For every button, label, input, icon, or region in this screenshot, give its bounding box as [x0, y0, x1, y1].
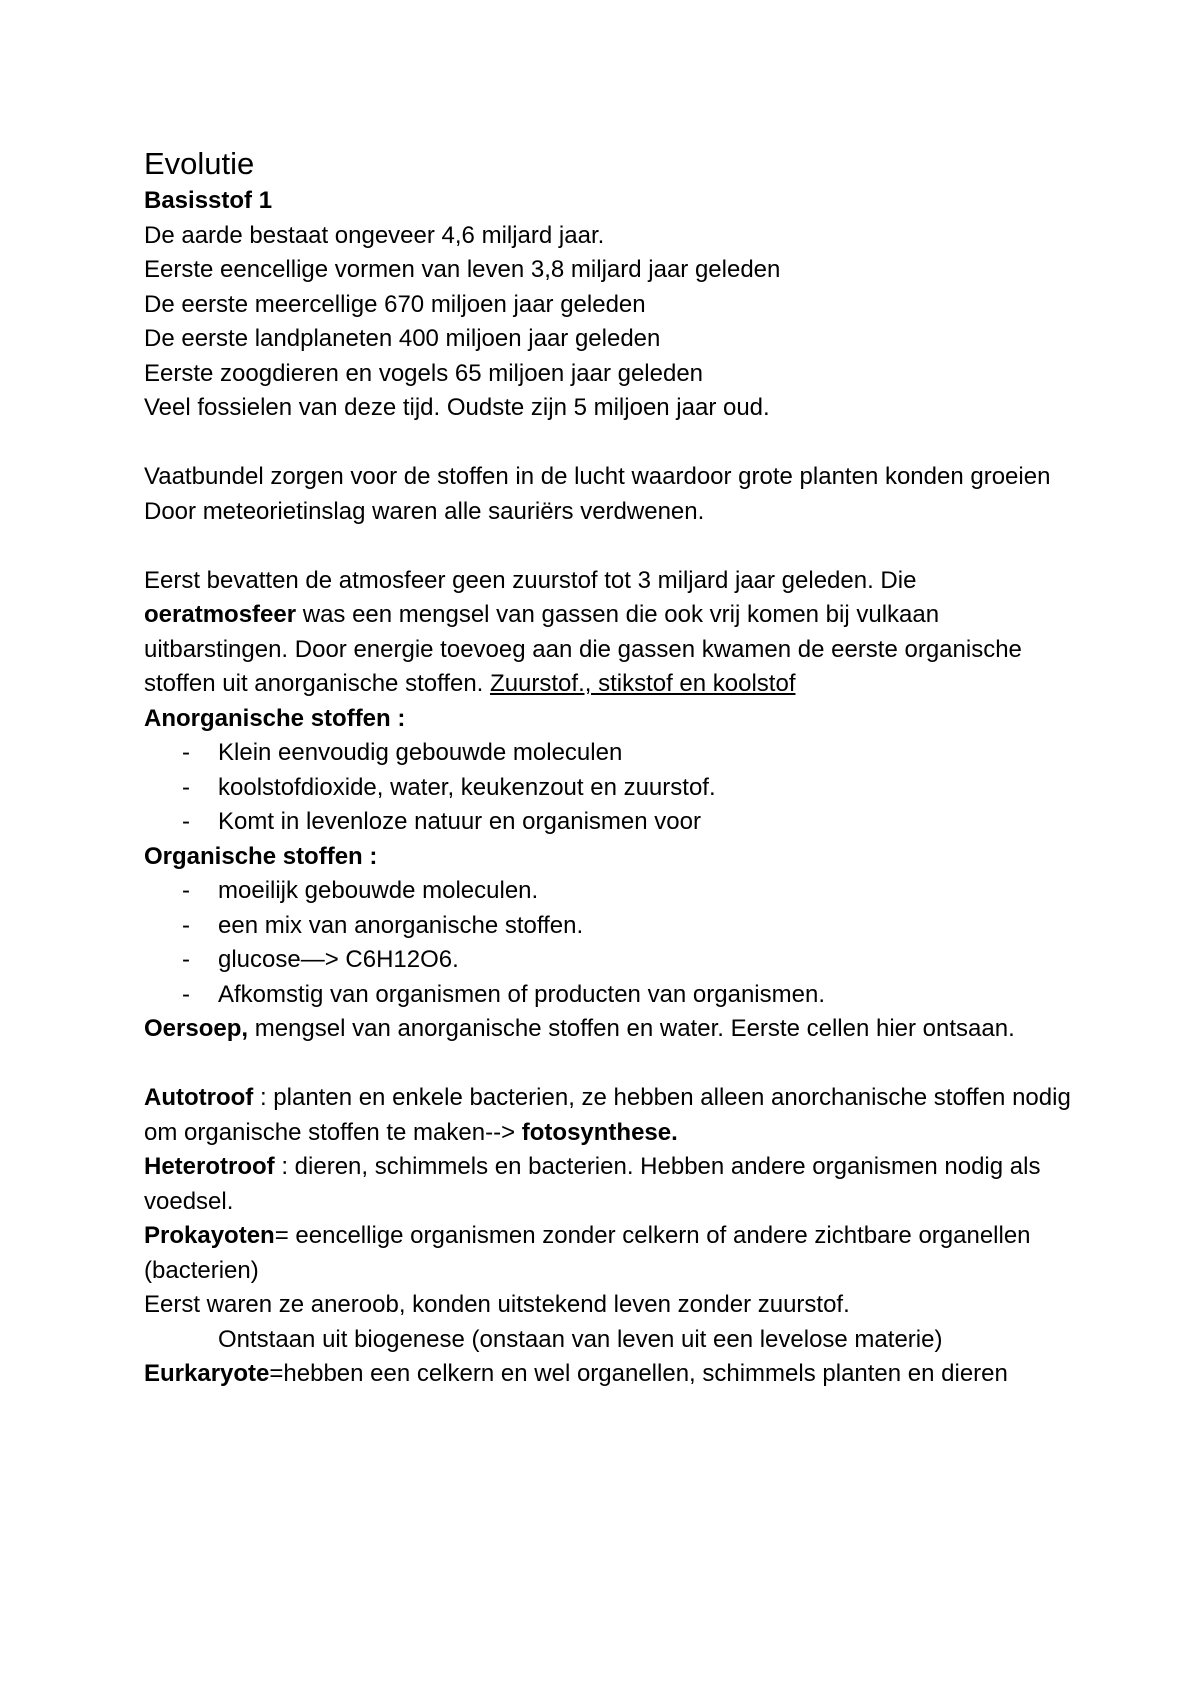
timeline-line: De aarde bestaat ongeveer 4,6 miljard jaar.	[144, 221, 605, 249]
list-item: - moeilijk gebouwde moleculen.	[144, 874, 1074, 909]
list-item: - Komt in levenloze natuur en organismen voor	[144, 805, 1074, 840]
timeline-line: De eerste landplaneten 400 miljoen jaar geleden	[144, 325, 661, 352]
list-item: - een mix van anorganische stoffen.	[144, 909, 1074, 944]
paragraph-atmosfeer: Eerst bevatten de atmosfeer geen zuurstof tot 3 miljard jaar geleden. Die oeratmosfeer was een mengsel van gassen die ook vrij komen bij vulkaan uitbarstingen. Door energie toevoeg aan die gassen kwamen de eerste organische stoffen uit anorganische stoffen. Zuurstof., stikstof en koolstof	[144, 566, 1022, 697]
paragraph-eurkaryote: Eurkaryote=hebben een celkern en wel organellen, schimmels planten en dieren	[144, 1360, 1008, 1387]
document-title: Evolutie	[144, 146, 255, 181]
underlined-elements: Zuurstof., stikstof en koolstof	[490, 670, 796, 697]
paragraph-prokayoten: Prokayoten= eencellige organismen zonder celkern of andere zichtbare organellen (bacterien)	[144, 1222, 1031, 1284]
list-item: - glucose—> C6H12O6.	[144, 943, 1074, 978]
timeline-line: Eerste zoogdieren en vogels 65 miljoen jaar geleden	[144, 359, 704, 387]
paragraph-oersoep: Oersoep, mengsel van anorganische stoffen en water. Eerste cellen hier ontsaan.	[144, 1015, 1015, 1042]
list-item: - Klein eenvoudig gebouwde moleculen	[144, 736, 1074, 771]
section-heading: Basisstof 1	[144, 187, 273, 214]
timeline-line: Eerste eencellige vormen van leven 3,8 miljard jaar geleden	[144, 256, 781, 283]
paragraph-aneroob: Eerst waren ze aneroob, konden uitstekend leven zonder zuurstof.	[144, 1291, 850, 1318]
list-item: - Afkomstig van organismen of producten van organismen.	[144, 978, 1074, 1013]
document-body	[144, 144, 1074, 1392]
list-organisch	[144, 874, 1074, 1012]
heading-anorganisch: Anorganische stoffen :	[144, 704, 406, 732]
term-oeratmosfeer: oeratmosfeer	[144, 601, 297, 628]
paragraph-biogenese: Ontstaan uit biogenese (onstaan van leven uit een levelose materie)	[218, 1325, 943, 1353]
heading-organisch: Organische stoffen :	[144, 842, 378, 870]
list-item: - koolstofdioxide, water, keukenzout en zuurstof.	[144, 771, 1074, 806]
list-anorganisch	[144, 736, 1074, 840]
paragraph-meteoriet: Door meteorietinslag waren alle sauriërs verdwenen.	[144, 497, 705, 525]
timeline-line: De eerste meercellige 670 miljoen jaar geleden	[144, 290, 646, 318]
timeline-line: Veel fossielen van deze tijd. Oudste zijn 5 miljoen jaar oud.	[144, 394, 770, 421]
paragraph-autotroof: Autotroof : planten en enkele bacterien, ze hebben alleen anorchanische stoffen nodig om organische stoffen te maken--> fotosynthese.	[144, 1084, 1071, 1146]
paragraph-heterotroof: Heterotroof : dieren, schimmels en bacterien. Hebben andere organismen nodig als voedsel.	[144, 1153, 1041, 1215]
paragraph-vaatbundel: Vaatbundel zorgen voor de stoffen in de lucht waardoor grote planten konden groeien	[144, 463, 1051, 490]
